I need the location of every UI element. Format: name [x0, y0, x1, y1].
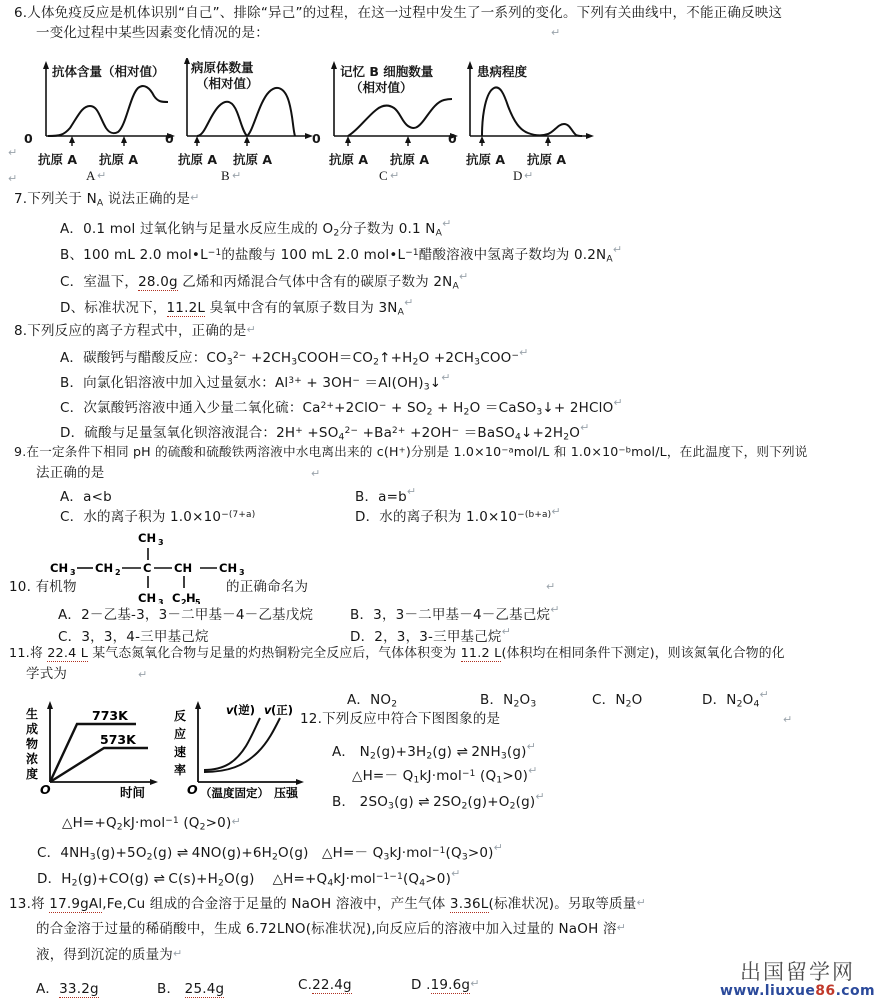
- figure-a-xtick-1: 抗原 A: [38, 152, 78, 167]
- svg-text:O: O: [40, 782, 51, 797]
- figure-b-label: B: [221, 168, 230, 183]
- question-13-stem-line-3: [36, 946, 183, 966]
- question-12-stem: [300, 710, 500, 730]
- question-13-stem-line-1: 13.将 17.9gAl,Fe,Cu 组成的合金溶于足量的 NaOH 溶液中，产生气体 3.36L(标准状况)。另取等质量 ↵: [9, 896, 646, 912]
- pilcrow-mark: ↵: [493, 841, 504, 854]
- question-8-number: 8.: [14, 323, 28, 339]
- question-10-option-b-label: B．3，3－二甲基－4－乙基己烷: [350, 607, 551, 623]
- question-9-option-b: [355, 485, 417, 505]
- question-9-stem-line-2: [36, 464, 105, 484]
- pilcrow-mark: ↵: [404, 296, 414, 309]
- pilcrow-mark: ↵: [190, 191, 200, 204]
- question-12-option-b-enthalpy: $\triangle H=+Q_2kJ\cdot mol^{-1}$ $(Q_2>0)$ ↵: [62, 815, 241, 833]
- question-9-option-a-label: A．a<b: [60, 489, 112, 505]
- question-10-stem-prefix-wrap: [9, 578, 77, 598]
- question-13-stem-text-3: 液，得到沉淀的质量为: [36, 947, 173, 963]
- question-6-stem-text: 人体免疫反应是机体识别“自己”、排除“异己”的过程，在这一过程中发生了一系列的变化。下列有关曲线中，不能正确反映这: [27, 5, 783, 21]
- question-9-option-d: D．水的离子积为 $1.0\times 10^{-(b+a)}$ ↵: [355, 505, 561, 525]
- figure-b-xtick-1: 抗原 A: [178, 152, 218, 167]
- svg-text:度: 度: [26, 767, 39, 781]
- svg-text:CH: CH: [138, 531, 157, 545]
- question-8-option-a: A．碳酸钙与醋酸反应：$CO_3^{2-}$ $+2CH_3COOH=CO_2↑+H_2O +2CH_3COO^-$ ↵: [60, 346, 529, 368]
- svg-text:C: C: [172, 591, 181, 604]
- svg-text:CH: CH: [219, 561, 238, 575]
- svg-text:率: 率: [174, 763, 187, 777]
- svg-text:反: 反: [174, 709, 187, 723]
- question-7-stem: [14, 190, 200, 210]
- pilcrow-mark: ↵: [616, 921, 627, 934]
- question-7-option-a: A．0.1 mol 过氧化钠与足量水反应生成的 $O_2$分子数为 0.1 $N_A$ ↵: [60, 217, 452, 239]
- watermark-site-name: 出国留学网: [739, 959, 855, 984]
- svg-text:v: v: [226, 703, 234, 717]
- pilcrow-mark: ↵: [551, 26, 561, 39]
- figure-b-y-title-2: （相对值）: [196, 76, 259, 91]
- question-11-option-b: B．$N_2O_3$: [480, 692, 537, 710]
- pilcrow-mark: ↵: [406, 485, 417, 498]
- svg-text:573K: 573K: [100, 732, 136, 747]
- question-11-option-a: A．$NO_2$: [347, 692, 398, 710]
- question-10-option-c: [58, 625, 209, 645]
- watermark-url: [720, 984, 875, 999]
- question-9-option-c: C．水的离子积为 $1.0\times 10^{-(7+a)}$: [60, 509, 256, 525]
- svg-text:CH: CH: [50, 561, 69, 575]
- svg-text:2: 2: [181, 598, 187, 604]
- question-13-option-d: D .19.6g ↵: [411, 977, 480, 993]
- pilcrow-mark: ↵: [8, 146, 18, 159]
- pilcrow-mark: ↵: [759, 688, 769, 701]
- pilcrow-mark: ↵: [232, 169, 242, 182]
- pilcrow-mark: ↵: [501, 625, 512, 638]
- pilcrow-mark: ↵: [783, 713, 793, 726]
- pilcrow-mark: ↵: [470, 977, 480, 990]
- pilcrow-mark: ↵: [311, 467, 321, 480]
- question-12-option-d: D．$H_2(g)+CO(g)$ ⇌ $C(s)+H_2O(g)$ $\triangle H=+Q_4kJ\cdot mol^{-1-1}(Q_4>0)$ ↵: [37, 867, 461, 889]
- figure-d-label: D: [513, 168, 523, 183]
- question-9-option-a: [60, 485, 112, 505]
- svg-text:物: 物: [26, 737, 39, 751]
- figure-b-origin: 0: [165, 131, 174, 146]
- question-10-stem-suffix: [226, 578, 308, 598]
- question-13-stem-line-2: 的合金溶于过量的稀硝酸中，生成 6.72LNO(标准状况),向反应后的溶液中加入过量的 NaOH 溶 ↵: [36, 921, 627, 937]
- pilcrow-mark: ↵: [546, 580, 556, 593]
- question-7-stem-head: 下列关于 N: [27, 191, 97, 207]
- question-11-option-c: C．$N_2O$: [592, 692, 643, 710]
- question-11-stem-line-1: 11.将 22.4 L 某气态氮氧化合物与足量的灼热铜粉完全反应后，气体体积变为 11.2 L(体积均在相同条件下测定)，则该氮氧化合物的化: [9, 646, 785, 661]
- question-8-option-c: C．次氯酸钙溶液中通入少量二氧化硫：$Ca^{2+}+2ClO^- + SO_2 + H_2O$ ＝CaSO$_3$↓+ 2HClO ↵: [60, 396, 623, 418]
- svg-text:H: H: [186, 591, 196, 604]
- question-10-option-a-label: A．2－乙基-3，3－二甲基－4－乙基戊烷: [58, 607, 314, 623]
- svg-text:生: 生: [26, 707, 39, 721]
- question-10-number: 10.: [9, 579, 32, 595]
- pilcrow-mark: ↵: [8, 172, 18, 185]
- question-13-option-c: C.22.4g: [298, 977, 352, 993]
- question-7-option-c: C．室温下，28.0g 乙烯和丙烯混合气体中含有的碳原子数为 $2N_A$ ↵: [60, 270, 469, 292]
- figure-a-y-title: 抗体含量（相对值）: [52, 64, 165, 79]
- question-7-stem-tail: 说法正确的是: [103, 191, 191, 207]
- question-13-option-b: B． 25.4g: [157, 981, 225, 997]
- svg-text:5: 5: [195, 598, 201, 604]
- pilcrow-mark: ↵: [231, 815, 241, 828]
- svg-text:时间: 时间: [120, 785, 146, 800]
- question-12-number: 12.: [300, 711, 323, 727]
- figure-d-xtick-2: 抗原 A: [527, 152, 567, 167]
- pilcrow-mark: ↵: [458, 270, 469, 283]
- pilcrow-mark: ↵: [528, 764, 538, 777]
- pilcrow-mark: ↵: [173, 947, 183, 960]
- question-10-option-d: [350, 625, 512, 645]
- question-11-option-d: D．$N_2O_4$ ↵: [702, 688, 769, 710]
- figure-c-label: C: [379, 168, 388, 183]
- question-9-stem-text-2: 法正确的是: [36, 465, 105, 481]
- svg-text:成: 成: [26, 722, 39, 736]
- question-10-option-b: [350, 603, 560, 623]
- pilcrow-mark: ↵: [451, 867, 461, 880]
- question-8-option-d: D．硫酸与足量氢氧化钡溶液混合：$2H^+ +SO_4^{2-} +Ba^{2+} +2OH^-$ $=BaSO_4↓+2H_2O$ ↵: [60, 421, 590, 443]
- watermark-url-part-2: 86: [815, 982, 836, 999]
- pilcrow-mark: ↵: [246, 323, 256, 336]
- svg-text:(正): (正): [271, 703, 294, 717]
- svg-text:浓: 浓: [26, 752, 39, 766]
- pilcrow-mark: ↵: [535, 790, 545, 803]
- question-6-number: 6.: [14, 5, 28, 21]
- question-8-stem-text: 下列反应的离子方程式中，正确的是: [27, 323, 247, 339]
- question-7-option-d: D、标准状况下，11.2L 臭氧中含有的氧原子数目为 $3N_A$ ↵: [60, 296, 414, 318]
- pilcrow-mark: ↵: [613, 396, 623, 409]
- question-9-stem-line-1: 9.在一定条件下相同 pH 的硫酸和硫酸铁两溶液中水电离出来的 c(H+)分别是 $1.0\times 10^{-a}mol/L$ 和 $1.0\times 10^{-b}mol/L$，在此温度下，则下列说: [14, 444, 808, 459]
- question-11-stem-text-2: 学式为: [26, 666, 68, 682]
- figure-a-label: A: [86, 168, 96, 183]
- svg-text:(逆): (逆): [233, 703, 256, 717]
- question-13-number: 13.: [9, 896, 32, 912]
- svg-text:2: 2: [115, 568, 121, 577]
- question-6-stem-line-2: [36, 24, 269, 44]
- figure-a-origin: 0: [24, 131, 33, 146]
- watermark-url-part-1: www.liuxue: [719, 982, 816, 999]
- pilcrow-mark: ↵: [97, 169, 107, 182]
- question-10-option-c-label: C．3，3，4-三甲基己烷: [58, 629, 209, 645]
- pilcrow-mark: ↵: [442, 217, 452, 230]
- figure-kinetics-right: [170, 700, 316, 800]
- question-12-option-a-enthalpy: △H=－ $Q_1kJ\cdot mol^{-1}$ $(Q_1>0)$ ↵: [352, 764, 538, 786]
- pilcrow-mark: ↵: [550, 603, 560, 616]
- question-12-option-a: A． $N_2(g)+3H_2(g)$ ⇌ $2NH_3(g)$ ↵: [332, 740, 537, 762]
- pilcrow-mark: ↵: [551, 505, 561, 518]
- question-7-number: 7.: [14, 191, 28, 207]
- question-6-stem-text-2: 一变化过程中某些因素变化情况的是：: [36, 25, 269, 41]
- question-12-option-c: C．$4NH_3(g)+5O_2(g)$ ⇌ $4NO(g)+6H_2O(g)$ △H=－ $Q_3kJ\cdot mol^{-1}(Q_3>0)$ ↵: [37, 841, 504, 863]
- pilcrow-mark: ↵: [138, 668, 148, 681]
- svg-text:3: 3: [158, 598, 164, 604]
- svg-text:773K: 773K: [92, 708, 128, 723]
- svg-text:CH: CH: [174, 561, 193, 575]
- pilcrow-mark: ↵: [612, 243, 623, 256]
- question-11-number: 11.: [9, 646, 30, 661]
- figure-c-y-title-1: 记忆 B 细胞数量: [340, 64, 434, 79]
- pilcrow-mark: ↵: [580, 421, 590, 434]
- svg-text:3: 3: [239, 568, 245, 577]
- svg-text:压强: 压强: [274, 786, 299, 800]
- figure-a-xtick-2: 抗原 A: [99, 152, 139, 167]
- svg-text:应: 应: [174, 727, 187, 741]
- figure-b-xtick-2: 抗原 A: [233, 152, 273, 167]
- svg-text:CH: CH: [95, 561, 114, 575]
- watermark: [720, 961, 875, 999]
- svg-text:速: 速: [174, 745, 187, 759]
- question-11-stem-line-2: [26, 665, 67, 685]
- figure-d-y-title: 患病程度: [477, 64, 528, 79]
- svg-text:O: O: [187, 782, 198, 797]
- pilcrow-mark: ↵: [526, 740, 537, 753]
- svg-text:（温度固定）: （温度固定）: [200, 786, 269, 800]
- svg-text:C: C: [143, 561, 152, 575]
- question-8-stem: [14, 322, 256, 342]
- question-9-number: 9.: [14, 444, 27, 459]
- figure-kinetics-left: [24, 700, 164, 800]
- question-10-option-a: [58, 603, 313, 623]
- pilcrow-mark: ↵: [390, 169, 400, 182]
- question-12-stem-text: 下列反应中符合下图图象的是: [322, 711, 501, 727]
- pilcrow-mark: ↵: [441, 371, 451, 384]
- figure-c-xtick-1: 抗原 A: [329, 152, 369, 167]
- figure-d-xtick-1: 抗原 A: [466, 152, 506, 167]
- question-7-stem-sub: A: [96, 197, 104, 209]
- question-10-stem-prefix: 有机物: [35, 579, 77, 595]
- question-10-option-d-label: D．2，3，3-三甲基己烷: [350, 629, 502, 645]
- svg-text:3: 3: [158, 538, 164, 547]
- pilcrow-mark: ↵: [524, 169, 534, 182]
- figure-d-origin: 0: [448, 131, 457, 146]
- svg-text:v: v: [264, 703, 272, 717]
- svg-text:3: 3: [70, 568, 76, 577]
- question-7-option-b: B、100 mL 2.0 $mol•L^{-1}$的盐酸与 100 mL 2.0 $mol•L^{-1}$醋酸溶液中氢离子数均为 $0.2N_A$ ↵: [60, 243, 623, 265]
- figure-c-y-title-2: （相对值）: [350, 80, 413, 95]
- svg-text:CH: CH: [138, 591, 157, 604]
- figure-c-xtick-2: 抗原 A: [390, 152, 430, 167]
- question-13-option-a: A．33.2g: [36, 981, 99, 997]
- pilcrow-mark: ↵: [636, 896, 646, 909]
- question-8-option-b: B．向氯化铝溶液中加入过量氨水：$Al^{3+} + 3OH^-$ $=Al(OH)_3↓$ ↵: [60, 371, 451, 393]
- question-10-stem-suffix-text: 的正确命名为: [226, 579, 309, 595]
- pilcrow-mark: ↵: [519, 346, 529, 359]
- figure-b-y-title-1: 病原体数量: [191, 60, 254, 75]
- question-12-option-b: B． $2SO_3(g)$ ⇌ $2SO_2(g)+O_2(g)$ ↵: [332, 790, 545, 812]
- figure-c-origin: 0: [312, 131, 321, 146]
- watermark-url-part-3: .com: [835, 982, 875, 999]
- question-6-stem-line-1: [14, 4, 782, 24]
- question-9-option-b-label: B．a=b: [355, 489, 407, 505]
